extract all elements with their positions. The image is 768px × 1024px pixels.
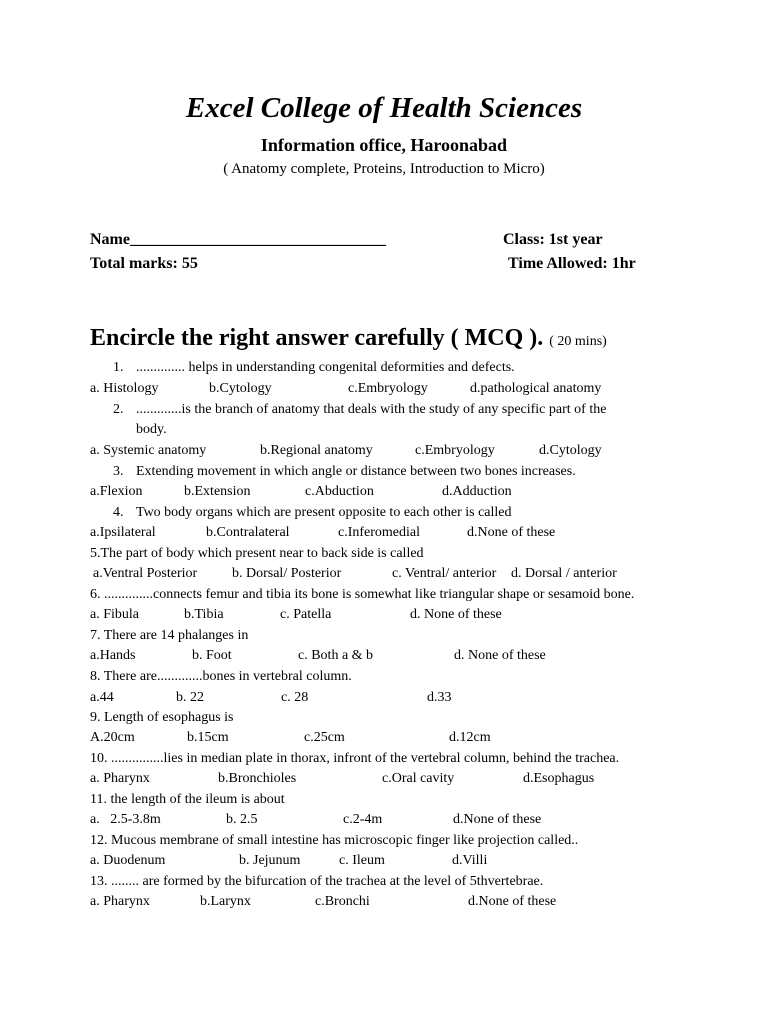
option-b: b.15cm: [187, 730, 229, 745]
option-a: a. Fibula: [90, 607, 139, 622]
option-c: c.Embryology: [348, 381, 428, 396]
option-d: d.Cytology: [539, 443, 602, 458]
option-d: d.Villi: [452, 853, 488, 868]
option-d: d.12cm: [449, 730, 491, 745]
total-marks: Total marks: 55: [90, 255, 198, 272]
option-a: a. 2.5-3.8m: [90, 812, 161, 827]
option-b: b.Tibia: [184, 607, 224, 622]
option-d: d.33: [427, 690, 452, 705]
option-d: d.pathological anatomy: [470, 381, 602, 396]
question-text-continued: body.: [136, 422, 167, 437]
option-b: b. 2.5: [226, 812, 258, 827]
question-text: 10. ...............lies in median plate in thorax, infront of the vertebral column, behind the trachea.: [90, 751, 620, 766]
question-text: 13. ........ are formed by the bifurcation of the trachea at the level of 5thvertebrae.: [90, 874, 544, 889]
subjects-line: ( Anatomy complete, Proteins, Introduction to Micro): [223, 161, 545, 177]
option-c: c. Patella: [280, 607, 332, 622]
option-a: a. Pharynx: [90, 771, 150, 786]
option-d: d.None of these: [468, 894, 557, 909]
section-heading: [90, 325, 607, 352]
option-c: c.Oral cavity: [382, 771, 455, 786]
option-d: d. Dorsal / anterior: [511, 566, 617, 581]
option-d: d.Esophagus: [523, 771, 595, 786]
question-text: 9. Length of esophagus is: [90, 710, 234, 725]
option-c: c. Ventral/ anterior: [392, 566, 497, 581]
question-text: 12. Mucous membrane of small intestine has microscopic finger like projection called..: [90, 833, 579, 848]
option-c: c.25cm: [304, 730, 345, 745]
option-c: c.Bronchi: [315, 894, 370, 909]
section-heading-text: Encircle the right answer carefully ( MCQ ).: [90, 325, 544, 351]
section-time: ( 20 mins): [549, 334, 607, 349]
option-a: a. Systemic anatomy: [90, 443, 207, 458]
class-label: Class: 1st year: [503, 231, 603, 248]
option-d: d.None of these: [453, 812, 542, 827]
option-c: c. Ileum: [339, 853, 385, 868]
option-a: a.44: [90, 690, 114, 705]
option-a: a. Histology: [90, 381, 159, 396]
question-text: Two body organs which are present opposite to each other is called: [136, 505, 512, 520]
office-subtitle: Information office, Haroonabad: [260, 135, 508, 155]
time-allowed: Time Allowed: 1hr: [508, 255, 636, 272]
question-text: 8. There are.............bones in vertebral column.: [90, 669, 352, 684]
question-number: 1.: [113, 360, 124, 375]
question-text: 6. ..............connects femur and tibia its bone is somewhat like triangular shape or sesamoid bone.: [90, 587, 635, 602]
question-number: 3.: [113, 464, 124, 479]
option-b: b.Cytology: [209, 381, 272, 396]
question-text: 5.The part of body which present near to back side is called: [90, 546, 424, 561]
option-d: d. None of these: [410, 607, 502, 622]
option-d: d.None of these: [467, 525, 556, 540]
option-b: b.Regional anatomy: [260, 443, 373, 458]
option-c: c. Both a & b: [298, 648, 374, 663]
option-c: c. 28: [281, 690, 309, 705]
option-a: a.Hands: [90, 648, 136, 663]
option-b: b.Bronchioles: [218, 771, 297, 786]
option-c: c.Abduction: [305, 484, 374, 499]
option-d: d.Adduction: [442, 484, 512, 499]
question-text: 11. the length of the ileum is about: [90, 792, 285, 807]
option-b: b. Jejunum: [239, 853, 301, 868]
option-c: c.Embryology: [415, 443, 495, 458]
question-text: .............is the branch of anatomy that deals with the study of any specific part of the: [136, 402, 607, 417]
option-a: A.20cm: [90, 730, 135, 745]
option-a: a.Ventral Posterior: [93, 566, 198, 581]
option-d: d. None of these: [454, 648, 546, 663]
option-a: a. Duodenum: [90, 853, 166, 868]
question-text: Extending movement in which angle or distance between two bones increases.: [136, 464, 576, 479]
option-b: b. Dorsal/ Posterior: [232, 566, 342, 581]
option-b: b.Contralateral: [206, 525, 290, 540]
option-b: b. 22: [176, 690, 204, 705]
option-a: a.Ipsilateral: [90, 525, 156, 540]
option-b: b. Foot: [192, 648, 232, 663]
option-b: b.Extension: [184, 484, 251, 499]
question-number: 2.: [113, 402, 124, 417]
name-field: Name________________________________: [90, 231, 386, 248]
option-c: c.2-4m: [343, 812, 383, 827]
question-text: 7. There are 14 phalanges in: [90, 628, 249, 643]
option-c: c.Inferomedial: [338, 525, 421, 540]
option-a: a.Flexion: [90, 484, 143, 499]
question-number: 4.: [113, 505, 124, 520]
option-b: b.Larynx: [200, 894, 251, 909]
option-a: a. Pharynx: [90, 894, 150, 909]
question-text: .............. helps in understanding congenital deformities and defects.: [136, 360, 515, 375]
college-title: Excel College of Health Sciences: [185, 92, 583, 124]
